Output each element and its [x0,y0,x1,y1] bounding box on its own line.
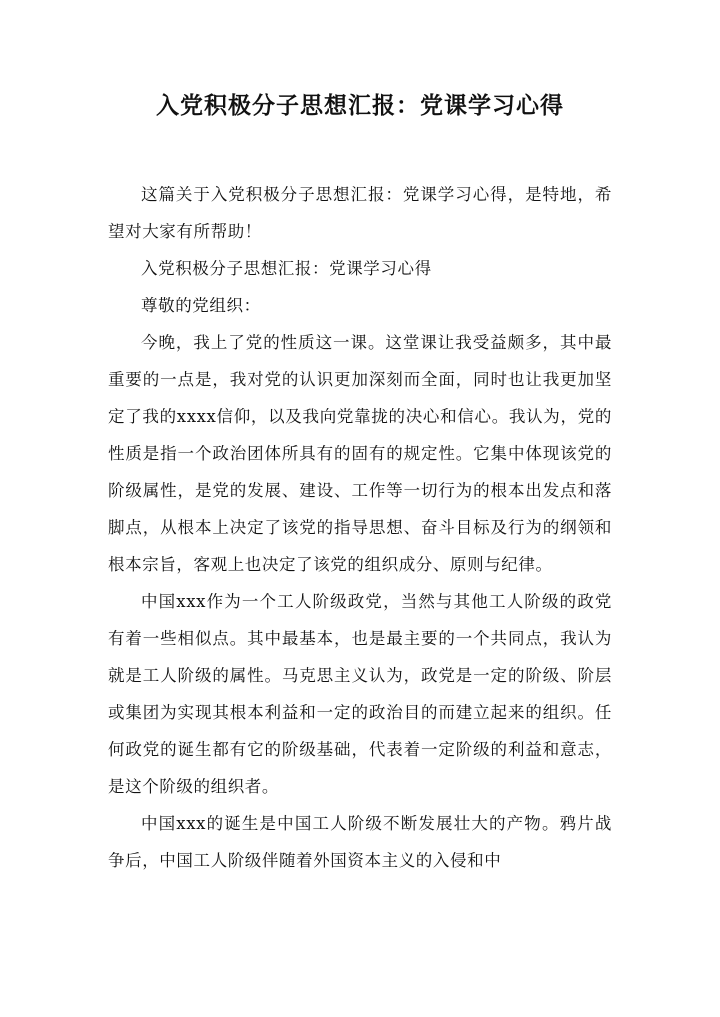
document-title: 入党积极分子思想汇报：党课学习心得 [156,93,564,119]
body-paragraph-1: 今晚，我上了党的性质这一课。这堂课让我受益颇多，其中最重要的一点是，我对党的认识更加深刻而全面，同时也让我更加坚定了我的xxxx信仰，以及我向党靠拢的决心和信心。我认为，党的性质是指一个政治团体所具有的固有的规定性。它集中体现该党的阶级属性，是党的发展、建设、工作等一切行为的根本出发点和落脚点，从根本上决定了该党的指导思想、奋斗目标及行为的纲领和根本宗旨，客观上也决定了该党的组织成分、原则与纪律。 [108,333,612,574]
intro-paragraph: 这篇关于入党积极分子思想汇报：党课学习心得，是特地，希望对大家有所帮助！ [108,185,612,241]
salutation: 尊敬的党组织： [141,296,261,315]
body-paragraph-3: 中国xxx的诞生是中国工人阶级不断发展壮大的产物。鸦片战争后，中国工人阶级伴随着外国资本主义的入侵和中 [108,814,612,870]
body-paragraph-2: 中国xxx作为一个工人阶级政党，当然与其他工人阶级的政党有着一些相似点。其中最基本，也是最主要的一个共同点，我认为就是工人阶级的属性。马克思主义认为，政党是一定的阶级、阶层或集团为实现其根本利益和一定的政治目的而建立起来的组织。任何政党的诞生都有它的阶级基础，代表着一定阶级的利益和意志，是这个阶级的组织者。 [108,592,612,796]
document-body [108,176,612,879]
subtitle-paragraph: 入党积极分子思想汇报：党课学习心得 [141,259,432,278]
